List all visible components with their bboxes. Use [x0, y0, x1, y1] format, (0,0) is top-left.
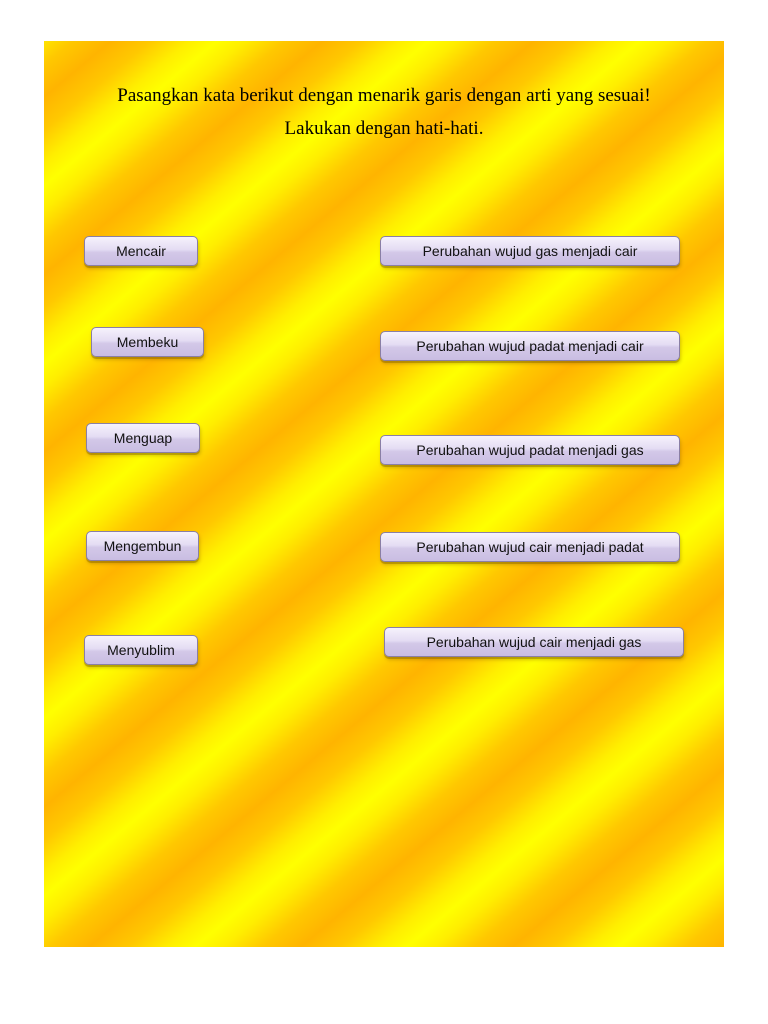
meaning-label: Perubahan wujud cair menjadi gas — [426, 634, 642, 650]
meaning-button-solid-to-liquid[interactable] — [380, 331, 680, 361]
instructions — [44, 79, 724, 145]
word-button-menyublim[interactable] — [84, 635, 198, 665]
meaning-button-liquid-to-solid[interactable] — [380, 532, 680, 562]
instruction-line-2: Lakukan dengan hati-hati. — [284, 118, 484, 139]
meaning-label: Perubahan wujud cair menjadi padat — [416, 539, 644, 555]
word-button-mengembun[interactable] — [86, 531, 199, 561]
worksheet-panel — [44, 41, 724, 947]
word-label: Mengembun — [103, 538, 182, 554]
meaning-label: Perubahan wujud padat menjadi gas — [416, 442, 644, 458]
meaning-button-liquid-to-gas[interactable] — [384, 627, 684, 657]
meaning-button-gas-to-liquid[interactable] — [380, 236, 680, 266]
word-label: Menguap — [113, 430, 173, 446]
word-button-menguap[interactable] — [86, 423, 200, 453]
word-label: Membeku — [116, 334, 179, 350]
word-button-mencair[interactable] — [84, 236, 198, 266]
meaning-label: Perubahan wujud padat menjadi cair — [416, 338, 644, 354]
meaning-button-solid-to-gas[interactable] — [380, 435, 680, 465]
meaning-label: Perubahan wujud gas menjadi cair — [422, 243, 638, 259]
word-label: Mencair — [116, 243, 166, 259]
instruction-line-1: Pasangkan kata berikut dengan menarik garis dengan arti yang sesuai! — [117, 85, 651, 106]
word-button-membeku[interactable] — [91, 327, 204, 357]
word-label: Menyublim — [107, 642, 175, 658]
